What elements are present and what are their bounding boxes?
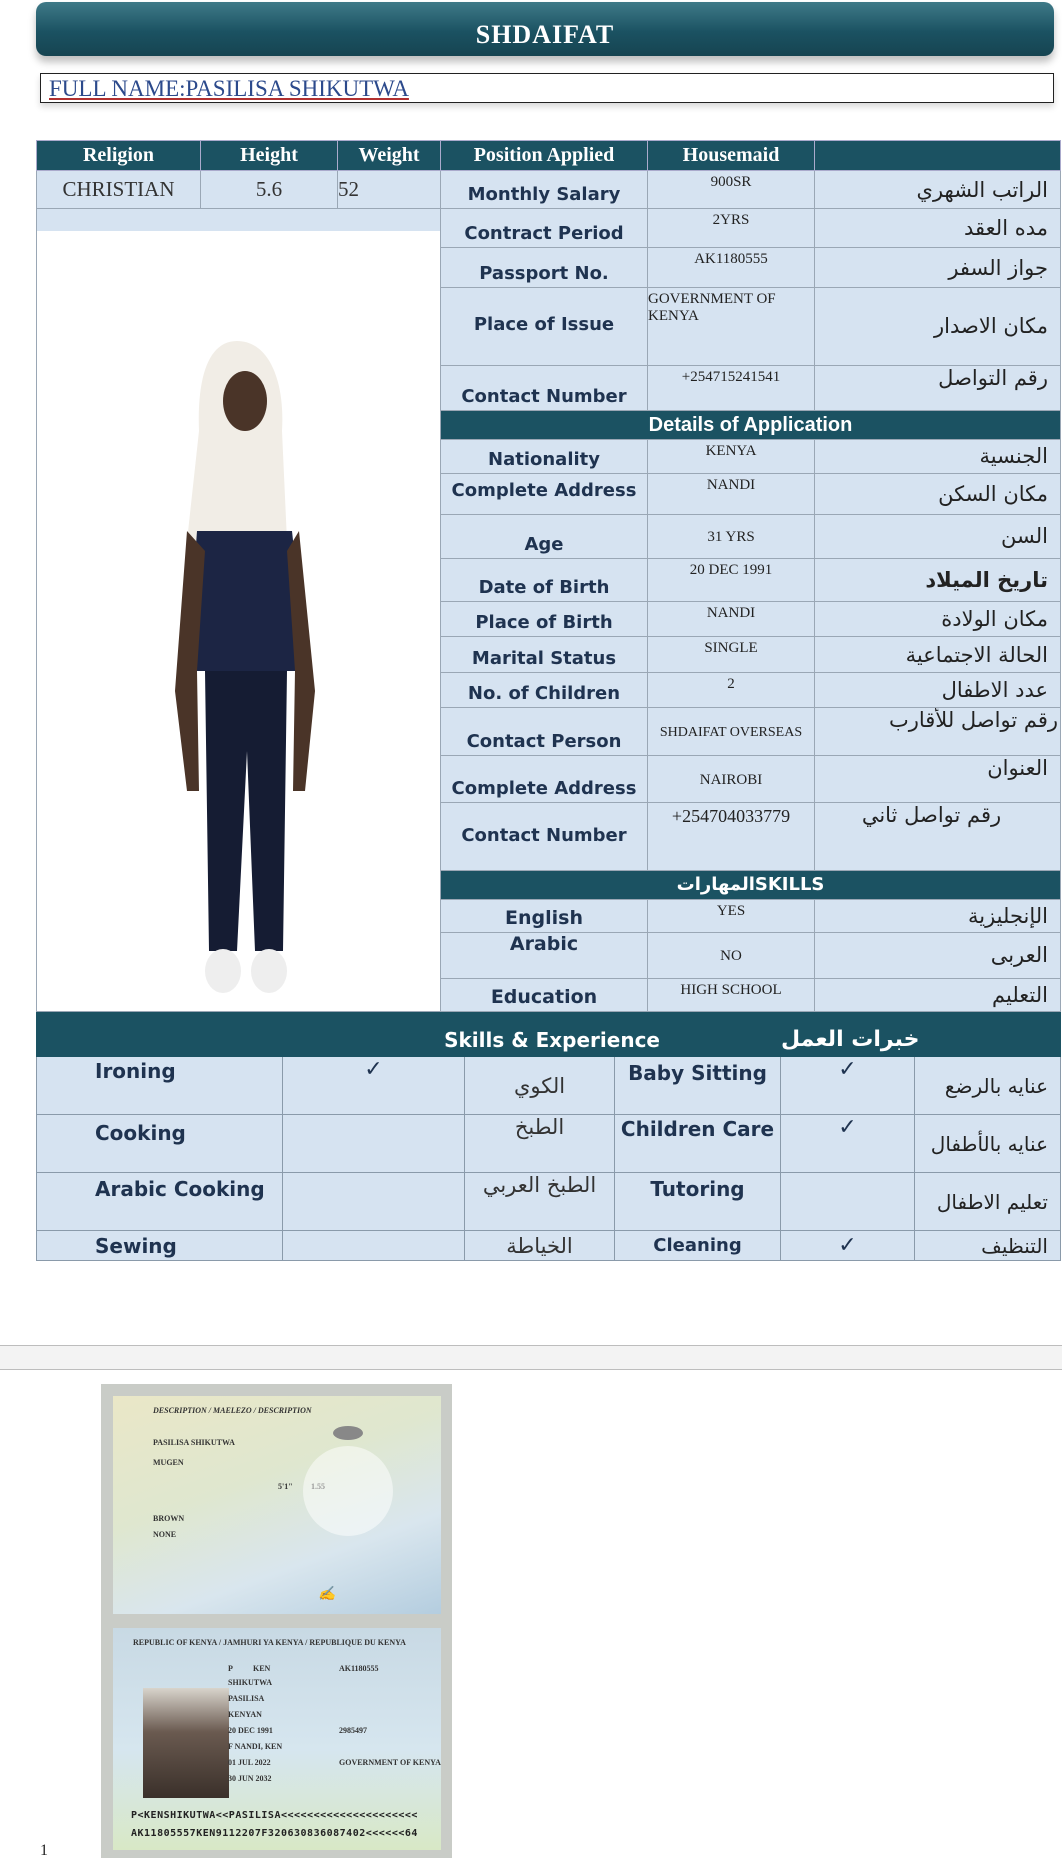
row-label: Arabic xyxy=(441,933,648,979)
skill-label: Cleaning xyxy=(615,1231,781,1261)
row-arabic: الإنجليزية xyxy=(815,899,1061,932)
row-label: Place of Birth xyxy=(441,602,648,637)
passport-desc-name: PASILISA SHIKUTWA xyxy=(153,1438,235,1447)
skill-label: Arabic Cooking xyxy=(37,1173,283,1231)
check-icon: ✓ xyxy=(781,1115,915,1173)
row-value: GOVERNMENT OF KENYA xyxy=(648,287,815,365)
height-value: 5.6 xyxy=(201,171,338,209)
row-value: NO xyxy=(648,933,815,979)
row-arabic: مكان السكن xyxy=(815,473,1061,514)
row-value: SHDAIFAT OVERSEAS xyxy=(648,707,815,755)
skill-arabic: الطبخ xyxy=(465,1115,615,1173)
passport-desc-place: MUGEN xyxy=(153,1458,184,1467)
candidate-photo xyxy=(37,231,437,1011)
row-label: Monthly Salary xyxy=(441,171,648,209)
row-label: Contact Person xyxy=(441,707,648,755)
passport-desc-eyes: BROWN xyxy=(153,1514,185,1523)
row-value: 2 xyxy=(648,672,815,707)
row-arabic: رقم تواصل للأقارب xyxy=(815,707,1061,755)
religion-value: CHRISTIAN xyxy=(37,171,201,209)
row-label: Marital Status xyxy=(441,637,648,672)
header-position-applied: Position Applied xyxy=(441,141,648,171)
row-value: KENYA xyxy=(648,440,815,473)
header-position-value: Housemaid xyxy=(648,141,815,171)
passport-scan xyxy=(101,1384,452,1858)
header-religion: Religion xyxy=(37,141,201,171)
full-name-text: FULL NAME:PASILISA SHIKUTWA xyxy=(49,76,409,101)
row-value: NAIROBI xyxy=(648,755,815,803)
skill-arabic: الطبخ العربي xyxy=(465,1173,615,1231)
row-value: +254715241541 xyxy=(648,365,815,411)
skills-experience-title-arabic: خبرات العمل xyxy=(781,1013,1061,1057)
passport-photo xyxy=(143,1688,229,1798)
full-name-field xyxy=(40,73,1054,103)
row-label: Complete Address xyxy=(441,473,648,514)
row-arabic: مكان الولادة xyxy=(815,602,1061,637)
passport-watermark xyxy=(303,1446,393,1536)
header-weight: Weight xyxy=(338,141,441,171)
skill-arabic: عنايه بالأطفال xyxy=(915,1115,1061,1173)
row-arabic: تاريخ الميلاد xyxy=(815,558,1061,602)
row-value: AK1180555 xyxy=(648,248,815,287)
row-value: NANDI xyxy=(648,602,815,637)
passport-mrz-line-2: AK11805557KEN9112207F320630836087402<<<<<<64 xyxy=(131,1828,418,1839)
passport-mrz-line-1: P<KENSHIKUTWA<<PASILISA<<<<<<<<<<<<<<<<<<<<< xyxy=(131,1810,418,1821)
passport-nationality: KENYAN xyxy=(228,1710,262,1719)
skill-arabic: الكوي xyxy=(465,1057,615,1115)
row-value: 20 DEC 1991 xyxy=(648,558,815,602)
skill-label: Tutoring xyxy=(615,1173,781,1231)
candidate-photo-area xyxy=(37,209,441,1012)
passport-type: P xyxy=(228,1664,233,1673)
row-label: English xyxy=(441,899,648,932)
skill-label: Baby Sitting xyxy=(615,1057,781,1115)
row-arabic: جواز السفر xyxy=(815,248,1061,287)
row-label: Nationality xyxy=(441,440,648,473)
check-icon: ✓ xyxy=(283,1057,465,1115)
row-label: Place of Issue xyxy=(441,287,648,365)
row-label: Complete Address xyxy=(441,755,648,803)
skill-label: Sewing xyxy=(37,1231,283,1261)
row-value: SINGLE xyxy=(648,637,815,672)
row-label: Contact Number xyxy=(441,803,648,870)
passport-desc-title: DESCRIPTION / MAELEZO / DESCRIPTION xyxy=(153,1406,312,1415)
passport-sex-place: F NANDI, KEN xyxy=(228,1742,283,1751)
check-icon xyxy=(283,1115,465,1173)
passport-issue-date: 01 JUL 2022 xyxy=(228,1758,271,1767)
row-arabic: رقم التواصل xyxy=(815,365,1061,411)
passport-given-name: PASILISA xyxy=(228,1694,265,1703)
main-info-table xyxy=(36,140,1061,1012)
weight-value: 52 xyxy=(338,171,441,209)
passport-republic: REPUBLIC OF KENYA / JAMHURI YA KENYA / REPUBLIQUE DU KENYA xyxy=(133,1638,406,1647)
row-arabic: مكان الاصدار xyxy=(815,287,1061,365)
passport-data-page xyxy=(113,1628,441,1850)
row-arabic: رقم تواصل ثاني xyxy=(815,803,1061,870)
row-label: Passport No. xyxy=(441,248,648,287)
passport-authority: GOVERNMENT OF KENYA xyxy=(339,1758,441,1767)
row-label: Contract Period xyxy=(441,209,648,248)
row-arabic: الحالة الاجتماعية xyxy=(815,637,1061,672)
row-arabic: السن xyxy=(815,515,1061,559)
agency-title: SHDAIFAT xyxy=(36,2,1054,56)
row-arabic: عدد الاطفال xyxy=(815,672,1061,707)
row-label: Contact Number xyxy=(441,365,648,411)
skills-experience-table xyxy=(36,1012,1061,1261)
row-label: Education xyxy=(441,978,648,1011)
skills-experience-title: Skills & Experience xyxy=(37,1013,781,1057)
skill-arabic: تعليم الاطفال xyxy=(915,1173,1061,1231)
row-value: YES xyxy=(648,899,815,932)
header-height: Height xyxy=(201,141,338,171)
passport-description-page xyxy=(113,1396,441,1614)
check-icon xyxy=(781,1173,915,1231)
row-value: +254704033779 xyxy=(648,803,815,870)
passport-expiry: 30 JUN 2032 xyxy=(228,1774,272,1783)
row-arabic: الجنسية xyxy=(815,440,1061,473)
skills-header: المهاراتSKILLS xyxy=(441,870,1061,899)
row-value: 2YRS xyxy=(648,209,815,248)
row-arabic: العربى xyxy=(815,933,1061,979)
passport-personal-no: 2985497 xyxy=(339,1726,367,1735)
row-arabic: العنوان xyxy=(815,755,1061,803)
passport-desc-height: 5'1" xyxy=(278,1482,293,1491)
details-of-application-header: Details of Application xyxy=(441,411,1061,440)
passport-signature: ✍ xyxy=(318,1587,336,1602)
check-icon xyxy=(283,1173,465,1231)
skill-arabic: عنايه بالرضع xyxy=(915,1057,1061,1115)
skill-label: Ironing xyxy=(37,1057,283,1115)
row-arabic: مده العقد xyxy=(815,209,1061,248)
row-arabic: التعليم xyxy=(815,978,1061,1011)
passport-code: KEN xyxy=(253,1664,271,1673)
passport-desc-marks: NONE xyxy=(153,1530,177,1539)
row-value: NANDI xyxy=(648,473,815,514)
skill-label: Children Care xyxy=(615,1115,781,1173)
page-number: 1 xyxy=(40,1842,48,1859)
skill-label: Cooking xyxy=(37,1115,283,1173)
row-arabic: الراتب الشهري xyxy=(815,171,1061,209)
passport-surname: SHIKUTWA xyxy=(228,1678,273,1687)
check-icon: ✓ xyxy=(781,1231,915,1261)
header-empty xyxy=(815,141,1061,171)
check-icon: ✓ xyxy=(781,1057,915,1115)
passport-emblem-icon xyxy=(333,1426,363,1440)
row-value: 900SR xyxy=(648,171,815,209)
row-label: Date of Birth xyxy=(441,558,648,602)
check-icon xyxy=(283,1231,465,1261)
row-value: HIGH SCHOOL xyxy=(648,978,815,1011)
skill-arabic: التنظيف xyxy=(915,1231,1061,1261)
passport-dob: 20 DEC 1991 xyxy=(228,1726,273,1735)
passport-number: AK1180555 xyxy=(339,1664,379,1673)
row-label: No. of Children xyxy=(441,672,648,707)
skill-arabic: الخياطة xyxy=(465,1231,615,1261)
row-value: 31 YRS xyxy=(648,515,815,559)
row-label: Age xyxy=(441,515,648,559)
